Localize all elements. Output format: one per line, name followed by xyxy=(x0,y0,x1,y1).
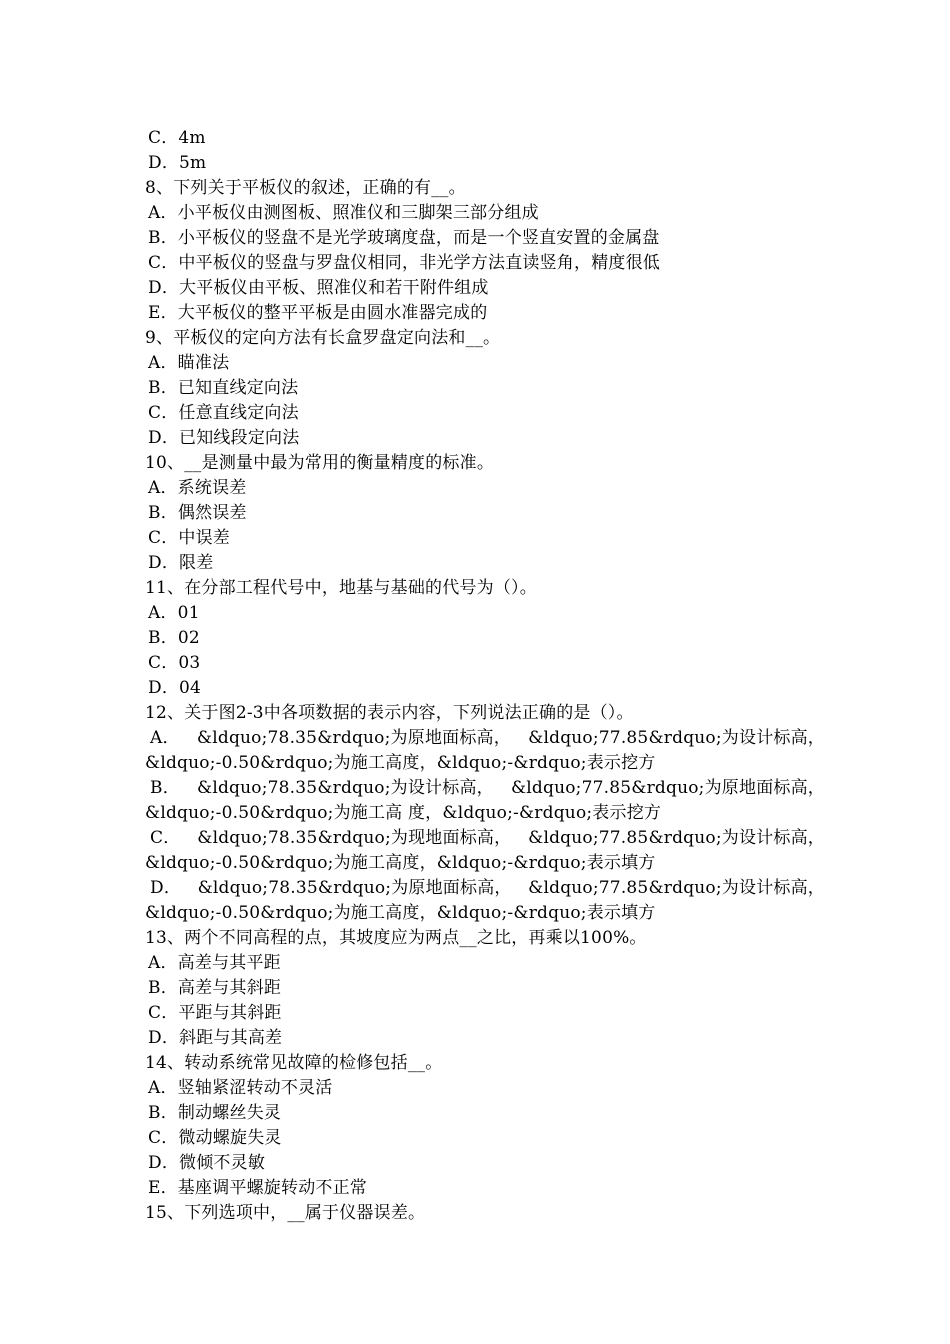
option-line: D．大平板仪由平板、照准仪和若干附件组成 xyxy=(148,278,489,298)
option-line: B．高差与其斜距 xyxy=(148,978,282,998)
option-line: D．5m xyxy=(148,153,207,173)
option-line: D．微倾不灵敏 xyxy=(148,1153,266,1173)
option-line: C．03 xyxy=(148,653,201,673)
option-line: C．平距与其斜距 xyxy=(148,1003,282,1023)
option-line: B．02 xyxy=(148,628,200,648)
option-segment: &ldquo;77.85&rdquo;为原地面标高， xyxy=(510,778,825,798)
option-segment: B． xyxy=(150,778,180,798)
question-line: 10、__是测量中最为常用的衡量精度的标准。 xyxy=(145,453,495,473)
option-line xyxy=(145,776,825,801)
option-line: C．任意直线定向法 xyxy=(148,403,299,423)
question-line: &ldquo;-0.50&rdquo;为施工高 度，&ldquo;-&rdquo;表示挖方 xyxy=(145,803,662,823)
question-line: 8、下列关于平板仪的叙述，正确的有__。 xyxy=(145,178,466,198)
option-line: C．中平板仪的竖盘与罗盘仪相同，非光学方法直读竖角，精度很低 xyxy=(148,253,661,273)
option-line: E．大平板仪的整平平板是由圆水准器完成的 xyxy=(148,303,488,323)
option-line: C．4m xyxy=(148,128,206,148)
option-line: B．小平板仪的竖盘不是光学玻璃度盘，而是一个竖直安置的金属盘 xyxy=(148,228,660,248)
question-line: 9、平板仪的定向方法有长盒罗盘定向法和__。 xyxy=(145,328,501,348)
option-line: D．04 xyxy=(148,678,202,698)
option-segment: &ldquo;77.85&rdquo;为设计标高， xyxy=(528,828,825,848)
option-line xyxy=(145,726,825,751)
option-segment: A． xyxy=(150,728,180,748)
option-line: D．限差 xyxy=(148,553,214,573)
question-line: 15、下列选项中，__属于仪器误差。 xyxy=(145,1203,426,1223)
option-segment: &ldquo;78.35&rdquo;为原地面标高， xyxy=(197,878,512,898)
option-line: C．微动螺旋失灵 xyxy=(148,1128,282,1148)
option-segment: D． xyxy=(150,878,182,898)
option-line: B．已知直线定向法 xyxy=(148,378,299,398)
option-line: B．制动螺丝失灵 xyxy=(148,1103,282,1123)
option-line: C．中误差 xyxy=(148,528,231,548)
option-line: A．系统误差 xyxy=(148,478,247,498)
option-line: D．已知线段定向法 xyxy=(148,428,300,448)
question-line: 12、关于图2-3中各项数据的表示内容，下列说法正确的是（）。 xyxy=(145,703,634,723)
document-body xyxy=(145,126,825,1226)
question-line: 14、转动系统常见故障的检修包括__。 xyxy=(145,1053,443,1073)
question-line: &ldquo;-0.50&rdquo;为施工高度，&ldquo;-&rdquo;表示挖方 xyxy=(145,753,656,773)
option-line: E．基座调平螺旋转动不正常 xyxy=(148,1178,368,1198)
option-line: A．竖轴紧涩转动不灵活 xyxy=(148,1078,333,1098)
option-line: B．偶然误差 xyxy=(148,503,247,523)
option-line: A．瞄准法 xyxy=(148,353,230,373)
option-line: A．小平板仪由测图板、照准仪和三脚架三部分组成 xyxy=(148,203,539,223)
question-line: 13、两个不同高程的点，其坡度应为两点__之比，再乘以100%。 xyxy=(145,928,647,948)
option-line: A．01 xyxy=(148,603,200,623)
option-line xyxy=(145,826,825,851)
question-line: &ldquo;-0.50&rdquo;为施工高度，&ldquo;-&rdquo;表示填方 xyxy=(145,853,656,873)
option-segment: &ldquo;78.35&rdquo;为现地面标高， xyxy=(197,828,512,848)
option-line: D．斜距与其高差 xyxy=(148,1028,283,1048)
option-line xyxy=(145,876,825,901)
option-segment: &ldquo;78.35&rdquo;为设计标高， xyxy=(197,778,494,798)
option-line: A．高差与其平距 xyxy=(148,953,281,973)
option-segment: &ldquo;77.85&rdquo;为设计标高， xyxy=(528,878,825,898)
question-line: &ldquo;-0.50&rdquo;为施工高度，&ldquo;-&rdquo;表示填方 xyxy=(145,903,656,923)
option-segment: C． xyxy=(150,828,181,848)
option-segment: &ldquo;78.35&rdquo;为原地面标高， xyxy=(196,728,511,748)
question-line: 11、在分部工程代号中，地基与基础的代号为（）。 xyxy=(145,578,537,598)
option-segment: &ldquo;77.85&rdquo;为设计标高， xyxy=(528,728,825,748)
